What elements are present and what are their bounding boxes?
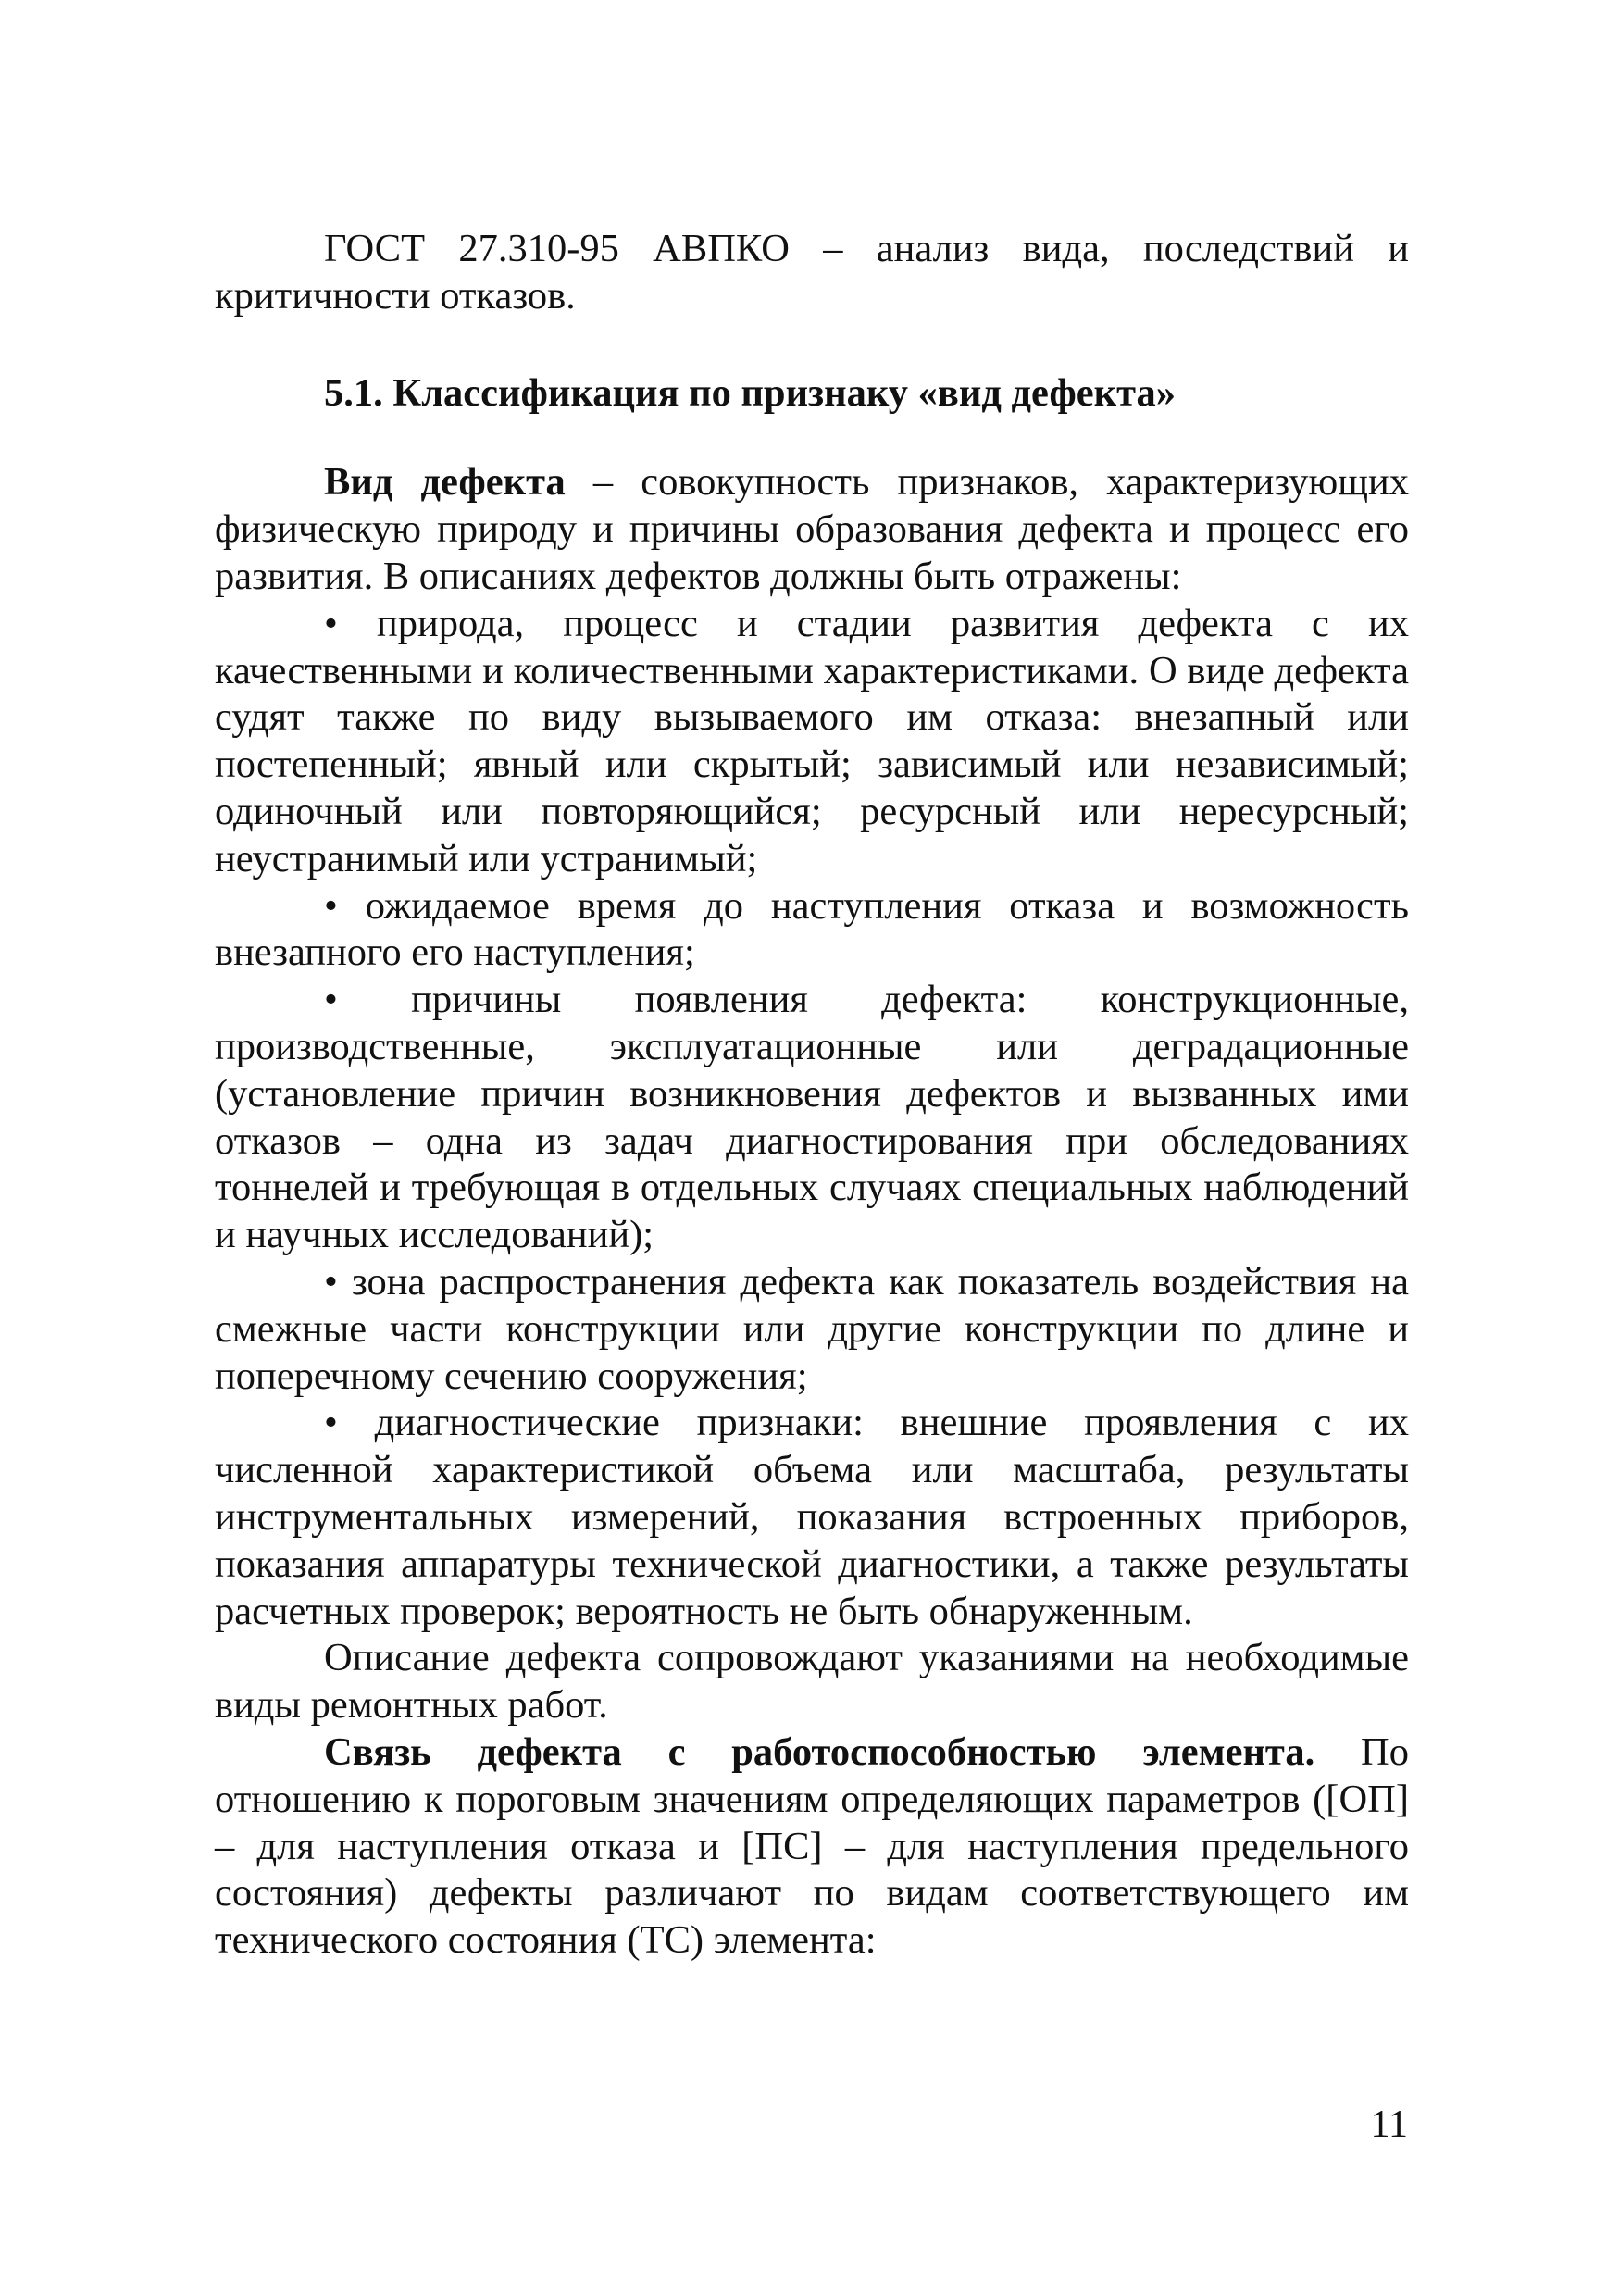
bullet-text: диагностические признаки: внешние проявления с их численной характеристикой объема или масштаба, результаты инструментальных измерений, показания встроенных приборов, показания аппаратуры технической диагностики, а также результаты расчетных проверок; вероятность не быть обнаруженным. xyxy=(215,1401,1409,1633)
bullet-text: ожидаемое время до наступления отказа и возможность внезапного его наступления; xyxy=(215,883,1409,975)
section-heading: 5.1. Классификация по признаку «вид дефекта» xyxy=(324,370,1176,415)
bullet-item xyxy=(215,1259,1409,1400)
definition-paragraph xyxy=(215,459,1409,600)
page-number: 11 xyxy=(1370,2103,1408,2146)
connection-text: По отношению к пороговым значениям определяющих параметров ([ОП] – для наступления отказа и [ПС] – для наступления предельного состояния) дефекты различают по видам соответствующего им технического состояния (ТС) элемента: xyxy=(215,1729,1409,1963)
definition-term: Вид дефекта xyxy=(324,460,566,505)
bullet-text: природа, процесс и стадии развития дефекта с их качественными и количественными характеристиками. О виде дефекта судят также по виду вызываемого им отказа: внезапный или постепенный; явный или скрытый; зависимый или независимый; одиночный или повторяющийся; ресурсный или нересурсный; неустранимый или устранимый; xyxy=(215,601,1409,880)
connection-paragraph xyxy=(215,1729,1409,1965)
page-content xyxy=(215,226,1409,1965)
bullet-text: зона распространения дефекта как показатель воздействия на смежные части конструкции или другие конструкции по длине и поперечному сечению сооружения; xyxy=(215,1259,1409,1398)
bullet-item xyxy=(215,601,1409,883)
bullet-icon: • xyxy=(324,978,338,1022)
bullet-icon: • xyxy=(324,1401,338,1445)
bullet-text: причины появления дефекта: конструкционные, производственные, эксплуатационные или деградационные (установление причин возникновения дефектов и вызванных ими отказов – одна из задач диагностирования при обследованиях тоннелей и требующая в отдельных случаях специальных наблюдений и научных исследований); xyxy=(215,978,1409,1257)
bullet-icon: • xyxy=(324,1259,338,1304)
intro-paragraph: ГОСТ 27.310-95 АВПКО – анализ вида, последствий и критичности отказов. xyxy=(215,227,1409,318)
description-paragraph: Описание дефекта сопровождают указаниями на необходимые виды ремонтных работ. xyxy=(215,1636,1409,1728)
bullet-item xyxy=(215,1400,1409,1635)
bullet-item xyxy=(215,883,1409,978)
bullet-icon: • xyxy=(324,601,338,645)
definition-text: – совокупность признаков, характеризующих физическую природу и причины образования дефекта и процесс его развития. В описаниях дефектов должны быть отражены: xyxy=(215,460,1409,598)
bullet-icon: • xyxy=(324,883,338,928)
bullet-item xyxy=(215,977,1409,1259)
connection-term: Связь дефекта с работоспособностью элемента. xyxy=(324,1729,1315,1774)
